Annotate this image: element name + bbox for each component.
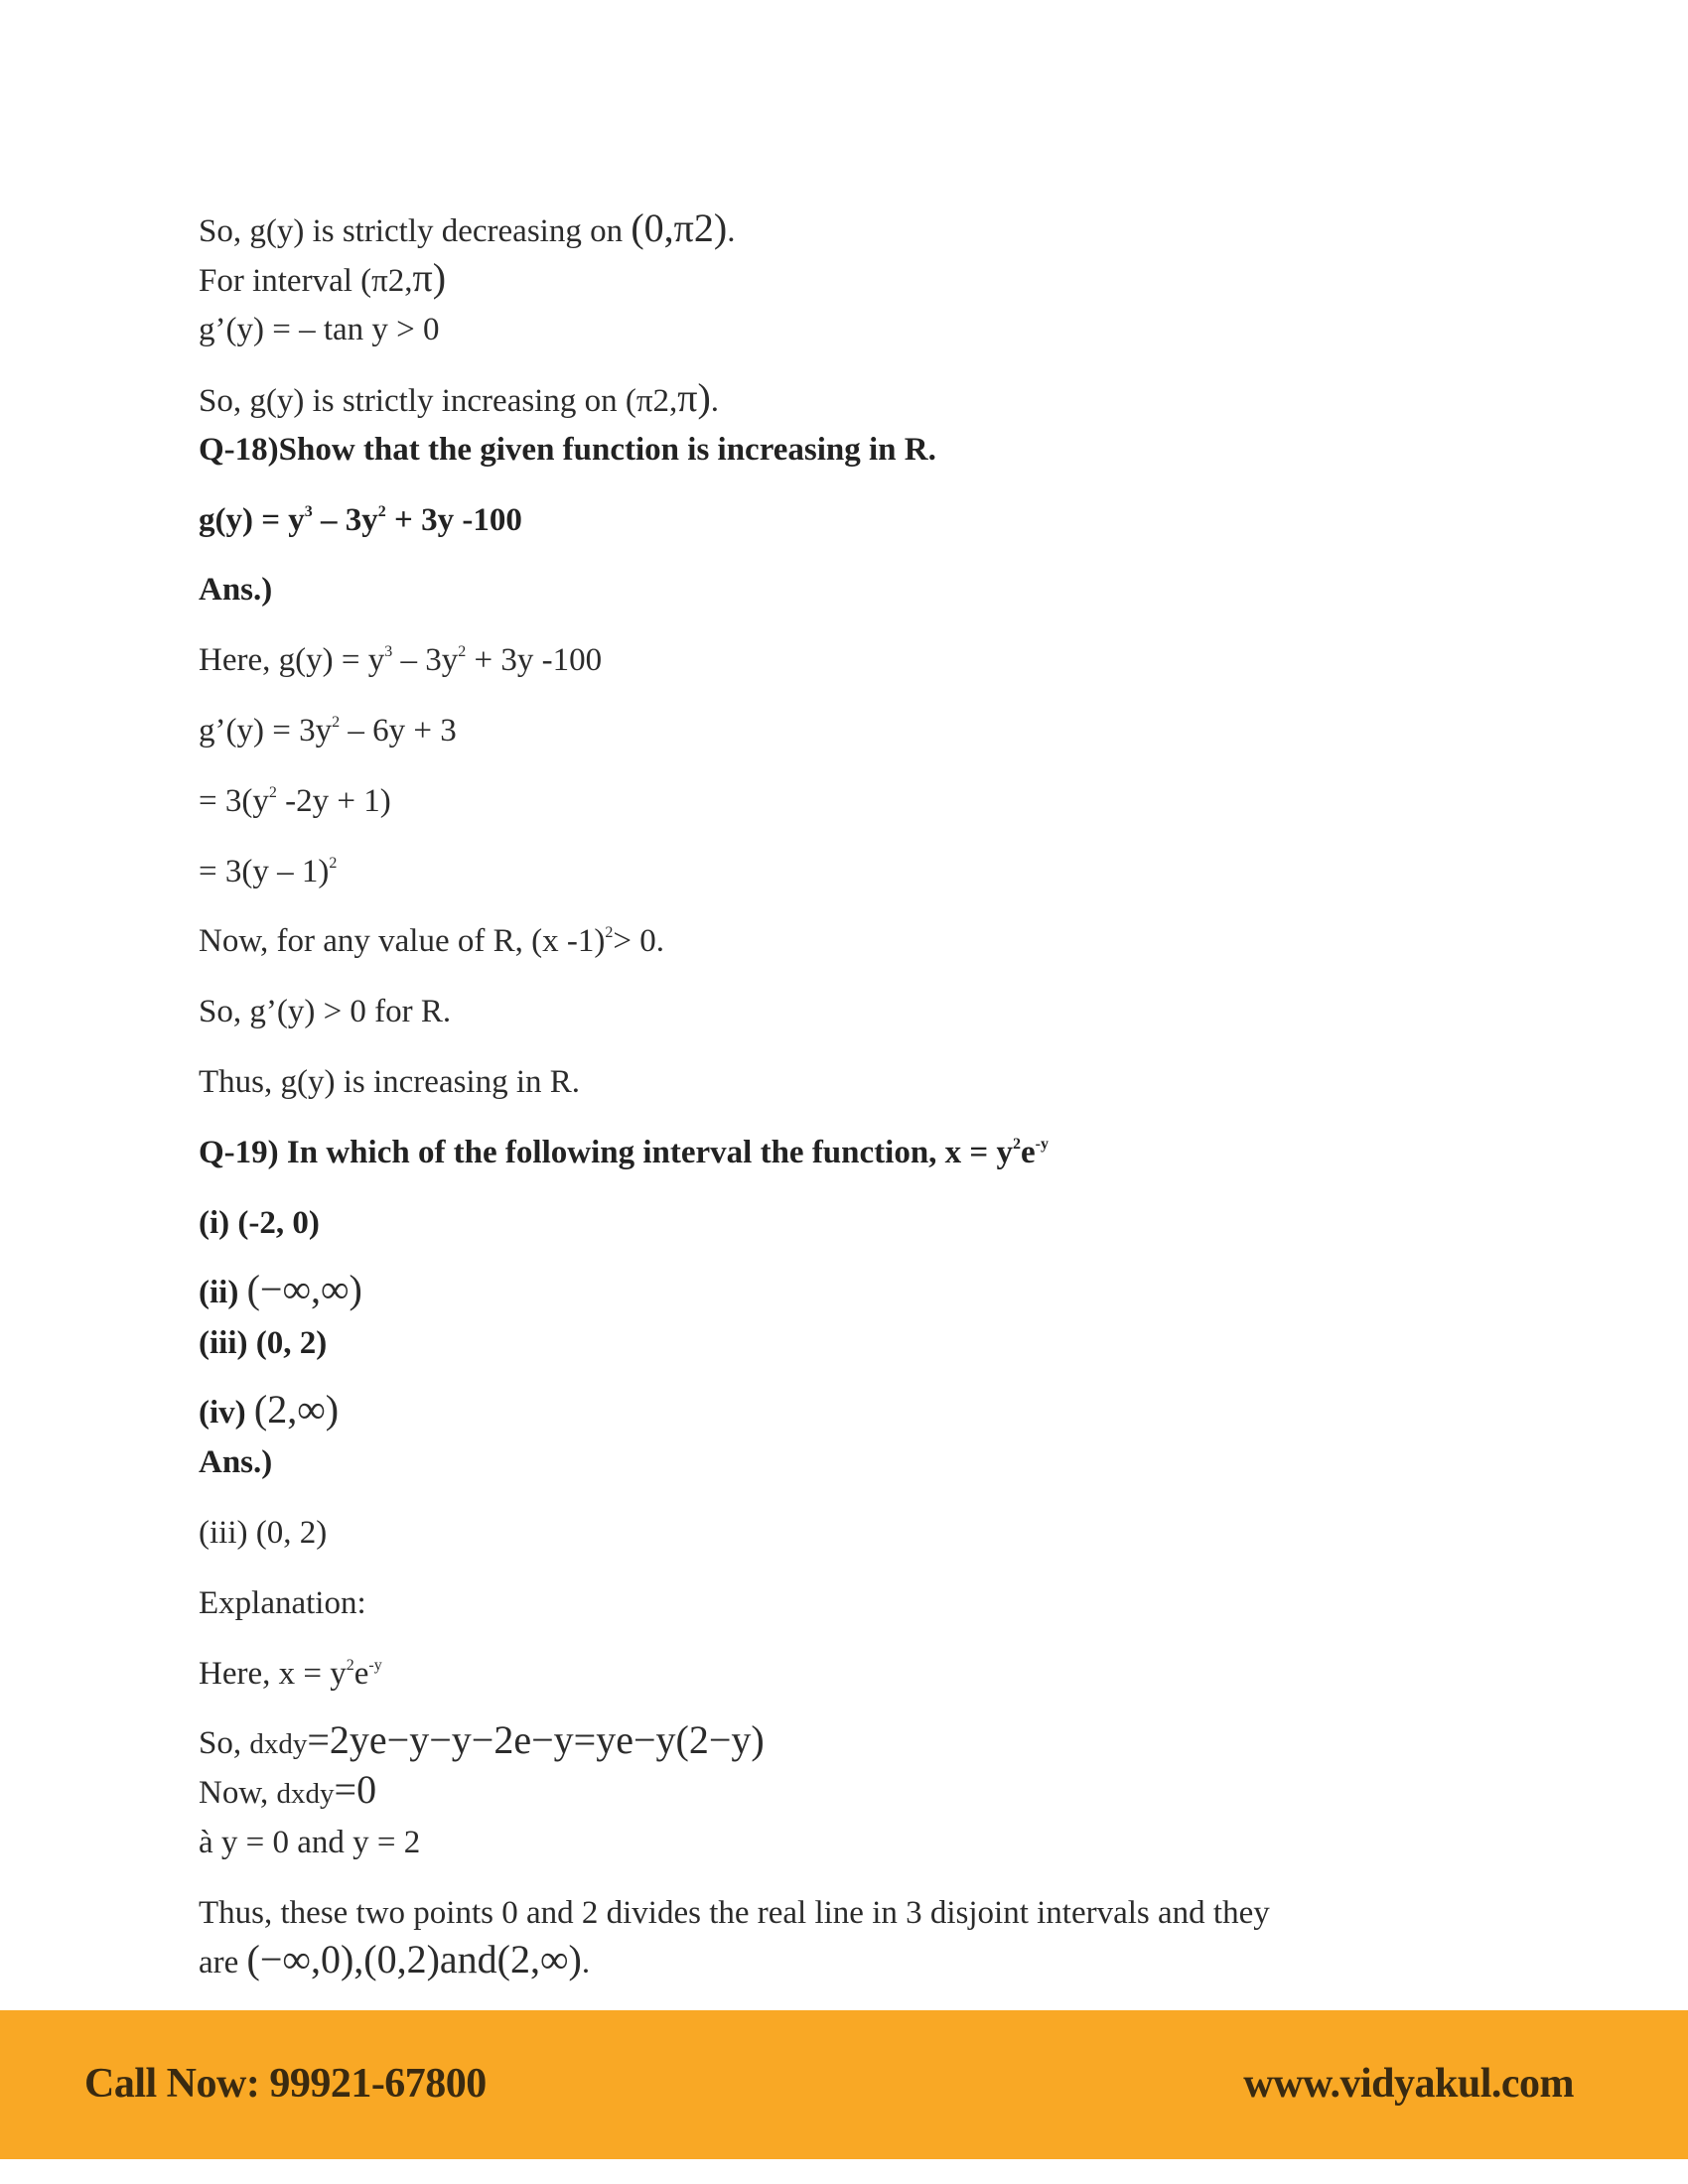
text-line	[199, 205, 736, 251]
text: = 3(y – 1)	[199, 854, 330, 889]
option-iv	[199, 1387, 340, 1433]
math-expression: (−∞,0),(0,2)and(2,∞)	[246, 1937, 582, 1981]
text-line	[199, 852, 337, 891]
text-line: So, g’(y) > 0 for R.	[199, 994, 452, 1029]
superscript: 2	[458, 643, 467, 660]
option-i: (i) (-2, 0)	[199, 1205, 320, 1241]
math-expression: (−∞,∞)	[246, 1267, 362, 1311]
superscript: 2	[605, 924, 614, 941]
text: Q-19) In which of the following interval the function, x = y	[199, 1135, 1013, 1170]
text: So,	[199, 1725, 250, 1761]
math-expression: π)	[677, 375, 711, 420]
text: – 3y	[392, 642, 459, 678]
math-expression: =2ye−y−y−2e−y=ye−y(2−y)	[307, 1717, 765, 1762]
text: g(y) = y	[199, 502, 305, 538]
superscript: 2	[329, 855, 338, 872]
text-line	[199, 781, 391, 821]
superscript: 2	[1012, 1136, 1021, 1153]
text: = 3(y	[199, 783, 269, 819]
text-line	[199, 1767, 377, 1814]
text-line	[199, 711, 457, 751]
text: .	[581, 1945, 591, 1980]
superscript: 2	[332, 714, 341, 731]
text: – 3y	[312, 502, 378, 538]
text: – 6y + 3	[340, 713, 457, 749]
option-ii	[199, 1267, 362, 1312]
text-line: à y = 0 and y = 2	[199, 1825, 421, 1860]
text: Now,	[199, 1775, 277, 1811]
text-line: Thus, these two points 0 and 2 divides the real line in 3 disjoint intervals and they	[199, 1895, 1270, 1931]
text-line	[199, 640, 602, 680]
text: are	[199, 1945, 247, 1980]
text-line	[199, 921, 664, 961]
math-fraction: dxdy	[249, 1728, 308, 1760]
text: .	[710, 383, 720, 419]
question-18-heading: Q-18)Show that the given function is increasing in R.	[199, 432, 936, 468]
text: Here, x = y	[199, 1656, 347, 1692]
superscript: -y	[368, 1657, 382, 1674]
footer-banner	[0, 2010, 1688, 2159]
superscript: 2	[346, 1657, 354, 1674]
question-19-heading	[199, 1133, 1049, 1172]
text-line	[199, 1717, 765, 1764]
superscript: -y	[1035, 1136, 1049, 1153]
text: Here, g(y) = y	[199, 642, 385, 678]
call-now-text: Call Now: 99921-67800	[84, 2061, 487, 2107]
superscript: 2	[377, 503, 386, 520]
text: -2y + 1)	[276, 783, 391, 819]
text: .	[727, 213, 736, 249]
answer-label: Ans.)	[199, 572, 273, 608]
text-line	[199, 255, 447, 301]
text-line: (iii) (0, 2)	[199, 1515, 328, 1551]
website-link[interactable]: www.vidyakul.com	[1243, 2061, 1574, 2107]
superscript: 3	[384, 643, 393, 660]
text-line	[199, 375, 720, 421]
text-line	[199, 1654, 382, 1694]
text: So, g(y) is strictly increasing on (π2,	[199, 383, 678, 419]
answer-label: Ans.)	[199, 1444, 273, 1480]
question-18-function	[199, 500, 522, 540]
math-expression: (0,π2)	[631, 205, 728, 250]
text: Now, for any value of R, (x -1)	[199, 923, 606, 959]
math-expression: (2,∞)	[253, 1387, 340, 1432]
option-label: (iv)	[199, 1395, 254, 1431]
option-iii: (iii) (0, 2)	[199, 1325, 328, 1361]
text: So, g(y) is strictly decreasing on	[199, 213, 632, 249]
text: + 3y -100	[466, 642, 603, 678]
text: e	[1020, 1135, 1036, 1170]
text: + 3y -100	[385, 502, 522, 538]
math-fraction: dxdy	[276, 1778, 335, 1810]
text-line: g’(y) = – tan y > 0	[199, 312, 440, 347]
option-label: (ii)	[199, 1275, 247, 1310]
superscript: 2	[268, 784, 277, 801]
text-line	[199, 1937, 591, 1982]
text: > 0.	[613, 923, 664, 959]
text: e	[353, 1656, 369, 1692]
text: For interval (π2,	[199, 263, 413, 299]
text-line: Explanation:	[199, 1585, 366, 1621]
superscript: 3	[304, 503, 313, 520]
math-expression: =0	[334, 1767, 377, 1812]
text-line: Thus, g(y) is increasing in R.	[199, 1064, 581, 1100]
text: g’(y) = 3y	[199, 713, 333, 749]
math-expression: π)	[412, 255, 447, 300]
